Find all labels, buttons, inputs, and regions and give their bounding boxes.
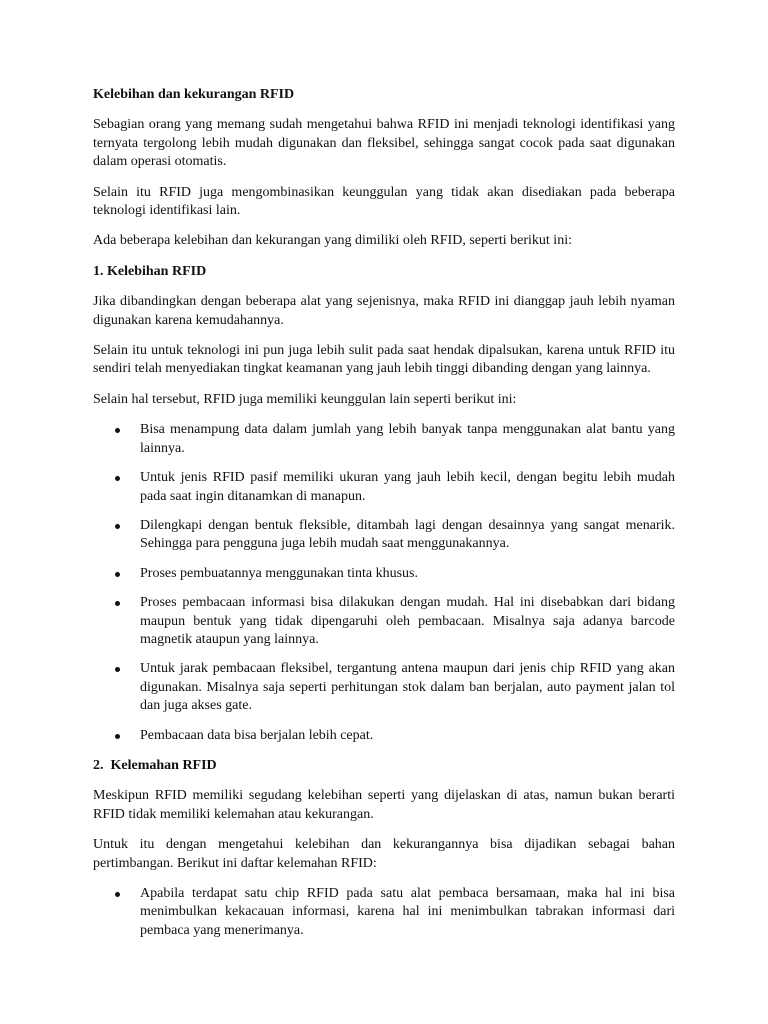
intro-paragraph: Sebagian orang yang memang sudah mengetahui bahwa RFID ini menjadi teknologi identifikasi yang ternyata tergolong lebih mudah digunakan dan fleksibel, sehingga sangat cocok pada saat digunakan dalam operasi otomatis. — [93, 117, 675, 170]
list-item — [93, 421, 675, 458]
section-paragraph: Selain itu untuk teknologi ini pun juga lebih sulit pada saat hendak dipalsukan, karena untuk RFID itu sendiri telah menyediakan tingkat keamanan yang jauh lebih tinggi dibanding dengan yang lainnya. — [93, 343, 675, 377]
bullet-icon — [115, 601, 120, 606]
list-item — [93, 469, 675, 506]
list-item — [93, 727, 675, 745]
bullet-icon — [115, 892, 120, 897]
list-item-text: Bisa menampung data dalam jumlah yang lebih banyak tanpa menggunakan alat bantu yang lainnya. — [140, 422, 675, 456]
bullet-icon — [115, 476, 120, 481]
kelebihan-list — [93, 421, 675, 745]
section-paragraph: Selain hal tersebut, RFID juga memiliki keunggulan lain seperti berikut ini: — [93, 391, 517, 407]
section-paragraph: Meskipun RFID memiliki segudang kelebihan seperti yang dijelaskan di atas, namun bukan berarti RFID tidak memiliki kelemahan atau kekurangan. — [93, 788, 675, 822]
intro-paragraph: Selain itu RFID juga mengombinasikan keunggulan yang tidak akan disediakan pada beberapa teknologi identifikasi lain. — [93, 184, 675, 219]
list-item — [93, 885, 675, 940]
list-item-text: Proses pembacaan informasi bisa dilakukan dengan mudah. Hal ini disebabkan dari bidang maupun bentuk yang tidak dipengaruhi oleh pembacaan. Misalnya saja adanya barcode magnetik ataupun yang lainnya. — [140, 595, 675, 647]
section-heading-kelebihan: 1. Kelebihan RFID — [93, 263, 207, 279]
list-item-text: Dilengkapi dengan bentuk fleksible, ditambah lagi dengan desainnya yang sangat menarik. Sehingga para pengguna juga lebih mudah saat menggunakannya. — [140, 517, 675, 552]
section-paragraph: Jika dibandingkan dengan beberapa alat yang sejenisnya, maka RFID ini dianggap jauh lebih nyaman digunakan karena kemudahannya. — [93, 294, 675, 328]
kelemahan-list — [93, 885, 675, 940]
list-item-text: Untuk jarak pembacaan fleksibel, tergantung antena maupun dari jenis chip RFID yang akan digunakan. Misalnya saja seperti perhitungan stok dalam ban berjalan, auto payment jalan tol dan juga akses gate. — [140, 661, 675, 714]
list-item — [93, 565, 675, 583]
list-item-text: Untuk jenis RFID pasif memiliki ukuran yang jauh lebih kecil, dengan begitu lebih mudah pada saat ingin ditanamkan di manapun. — [140, 470, 675, 504]
section-heading-kelemahan: 2. Kelemahan RFID — [93, 757, 217, 773]
list-item-text: Apabila terdapat satu chip RFID pada satu alat pembaca bersamaan, maka hal ini bisa menimbulkan kekacauan informasi, karena hal ini menimbulkan tabrakan informasi dari pembaca yang menerimanya. — [140, 886, 675, 938]
intro-paragraph: Ada beberapa kelebihan dan kekurangan yang dimiliki oleh RFID, seperti berikut ini: — [93, 233, 572, 249]
bullet-icon — [115, 734, 120, 739]
list-item — [93, 594, 675, 649]
document-page — [93, 86, 675, 952]
section-paragraph: Untuk itu dengan mengetahui kelebihan dan kekurangannya bisa dijadikan sebagai bahan pertimbangan. Berikut ini daftar kelemahan RFID: — [93, 837, 675, 871]
list-item-text: Proses pembuatannya menggunakan tinta khusus. — [140, 565, 419, 581]
bullet-icon — [115, 667, 120, 672]
bullet-icon — [115, 524, 120, 529]
document-title: Kelebihan dan kekurangan RFID — [93, 87, 295, 102]
bullet-icon — [115, 572, 120, 577]
list-item-text: Pembacaan data bisa berjalan lebih cepat. — [140, 727, 374, 743]
bullet-icon — [115, 428, 120, 433]
list-item — [93, 517, 675, 554]
list-item — [93, 660, 675, 715]
